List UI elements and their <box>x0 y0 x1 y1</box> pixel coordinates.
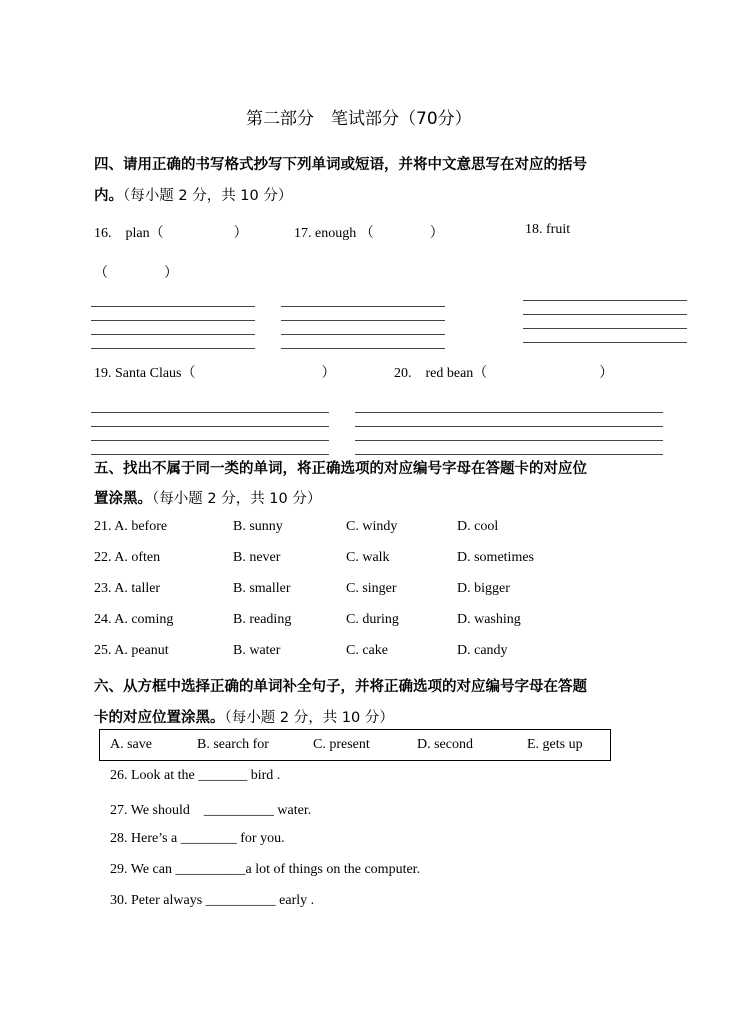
question-21-option-a: 21. A. before <box>94 519 168 534</box>
question-25-option-d: D. candy <box>457 643 508 658</box>
writing-line <box>91 426 329 427</box>
writing-line <box>355 440 663 441</box>
writing-line <box>91 412 329 413</box>
section-5-instruction-line2 <box>94 487 321 508</box>
writing-line <box>91 334 255 335</box>
question-16: 16. plan（ ） <box>94 226 248 241</box>
section-6-instruction-line2 <box>94 706 394 727</box>
section-5-score-note: （每小题 2 分，共 10 分） <box>152 491 322 507</box>
section-4-instruction: 四、请用正确的书写格式抄写下列单词或短语，并将中文意思写在对应的括号 <box>94 157 587 173</box>
question-21-option-b: B. sunny <box>233 519 283 534</box>
question-21-option-d: D. cool <box>457 519 499 534</box>
section-4-instruction-line2 <box>94 184 292 205</box>
section-5-instruction: 五、找出不属于同一类的单词，将正确选项的对应编号字母在答题卡的对应位 <box>94 461 587 477</box>
section-6-instruction: 六、从方框中选择正确的单词补全句子，并将正确选项的对应编号字母在答题 <box>94 679 587 695</box>
question-24-option-c: C. during <box>346 612 399 627</box>
writing-line <box>91 320 255 321</box>
page-title: 第二部分 笔试部分（70分） <box>246 109 472 129</box>
writing-line <box>91 348 255 349</box>
writing-line <box>355 454 663 455</box>
section-6-score-note: （每小题 2 分，共 10 分） <box>224 710 394 726</box>
writing-line <box>281 320 445 321</box>
word-bank-option-a: A. save <box>110 737 152 752</box>
writing-line <box>91 306 255 307</box>
question-22-option-b: B. never <box>233 550 281 565</box>
writing-line <box>355 426 663 427</box>
question-22-option-a: 22. A. often <box>94 550 161 565</box>
writing-line <box>523 342 687 343</box>
writing-line <box>523 314 687 315</box>
question-19: 19. Santa Claus（ ） <box>94 366 336 381</box>
question-21-option-c: C. windy <box>346 519 398 534</box>
word-bank-option-c: C. present <box>313 737 370 752</box>
writing-line <box>281 348 445 349</box>
question-24-option-b: B. reading <box>233 612 292 627</box>
sentence-29: 29. We can __________a lot of things on the computer. <box>110 862 421 877</box>
question-23-option-a: 23. A. taller <box>94 581 161 596</box>
question-18-bracket: （ ） <box>94 266 178 281</box>
writing-line <box>91 454 329 455</box>
word-bank-option-e: E. gets up <box>527 737 583 752</box>
word-bank-option-b: B. search for <box>197 737 269 752</box>
writing-line <box>281 306 445 307</box>
writing-line <box>281 334 445 335</box>
question-25-option-a: 25. A. peanut <box>94 643 169 658</box>
question-24-option-a: 24. A. coming <box>94 612 174 627</box>
question-22-option-d: D. sometimes <box>457 550 534 565</box>
question-23-option-b: B. smaller <box>233 581 291 596</box>
sentence-28: 28. Here’s a ________ for you. <box>110 831 285 846</box>
sentence-30: 30. Peter always __________ early . <box>110 893 315 908</box>
question-25-option-c: C. cake <box>346 643 388 658</box>
question-20: 20. red bean（ ） <box>394 366 614 381</box>
sentence-26: 26. Look at the _______ bird . <box>110 768 281 783</box>
question-22-option-c: C. walk <box>346 550 390 565</box>
sentence-27: 27. We should __________ water. <box>110 803 312 818</box>
section-4-instruction-end: 内。 <box>94 188 123 204</box>
question-23-option-d: D. bigger <box>457 581 510 596</box>
question-24-option-d: D. washing <box>457 612 521 627</box>
question-18: 18. fruit <box>525 222 571 237</box>
writing-line <box>355 412 663 413</box>
question-23-option-c: C. singer <box>346 581 397 596</box>
word-bank-option-d: D. second <box>417 737 473 752</box>
writing-line <box>523 328 687 329</box>
question-25-option-b: B. water <box>233 643 281 658</box>
section-5-instruction-end: 置涂黑。 <box>94 491 152 507</box>
section-6-instruction-end: 卡的对应位置涂黑。 <box>94 710 225 726</box>
section-4-score-note: （每小题 2 分，共 10 分） <box>123 188 293 204</box>
writing-line <box>91 440 329 441</box>
writing-line <box>523 300 687 301</box>
question-17: 17. enough （ ） <box>294 226 444 241</box>
